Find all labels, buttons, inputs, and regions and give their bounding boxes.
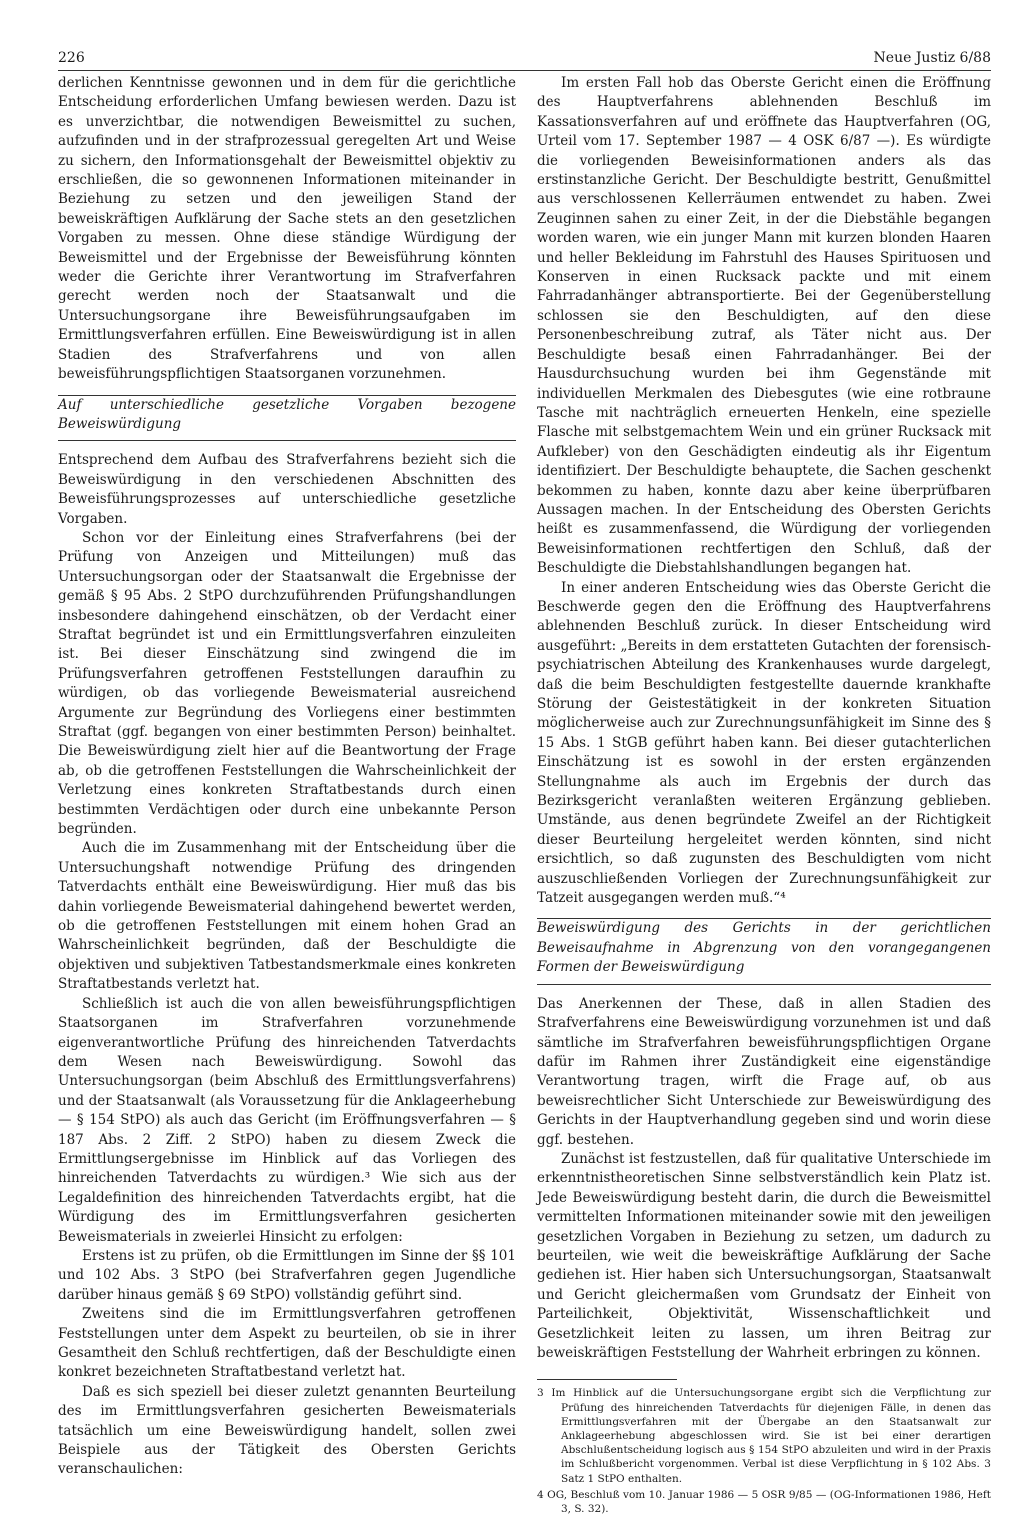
section-divider — [58, 440, 516, 441]
left-column — [58, 74, 516, 1480]
journal-issue: Neue Justiz 6/88 — [873, 50, 991, 66]
paragraph: derlichen Kenntnisse gewonnen und in dem für die gerichtliche Entscheidung erforderlichen Umfang bewiesen werden. Dazu ist es unverzichtbar, die notwendigen Beweismittel zu suchen, aufzufinden und in der strafprozessual geregelten Art und Weise zu sichern, den Informationsgehalt der Beweismittel objektiv zu erschließen, die so gewonnenen Informationen miteinander in Beziehung zu setzen und den jeweiligen Stand der beweiskräftigen Aufklärung der Sache stets an den gesetzlichen Vorgaben zu messen. Ohne diese ständige Würdigung der Beweismittel und der Ergebnisse der Beweisführung könnten weder die Gerichte ihrer Verantwortung im Strafverfahren gerecht werden noch der Staatsanwalt und die Untersuchungsorgane ihre Beweisführungsaufgaben im Ermittlungsverfahren erfüllen. Eine Beweiswürdigung ist in allen Stadien des Strafverfahrens und von allen beweisführungspflichtigen Staatsorganen vorzunehmen. — [58, 75, 516, 383]
paragraph: Im ersten Fall hob das Oberste Gericht einen die Eröffnung des Hauptverfahrens ablehnenden Beschluß im Kassationsverfahren auf und eröffnete das Hauptverfahren (OG, Urteil vom 17. September 1987 — 4 OSK 6/87 —). Es würdigte die vorliegenden Beweisinformationen anders als das erstinstanzliche Gericht. Der Beschuldigte bestritt, Genußmittel aus verschlossenen Kellerräumen entwendet zu haben. Zwei Zeuginnen sahen zu einer Zeit, in der die Diebstähle begangen worden waren, wie ein junger Mann mit kurzen blonden Haaren und heller Bekleidung im Fahrstuhl des Hauses Spirituosen und Konserven in einen Rucksack packte und mit einem Fahrradanhänger abtransportierte. Bei der Gegenüberstellung schlossen sie den Beschuldigten, auf den diese Personenbeschreibung zutraf, als Täter nicht aus. Der Beschuldigte besaß einen Fahrradanhänger. Bei der Hausdurchsuchung wurden bei ihm Gegenstände mit individuellen Merkmalen des Diebesgutes (wie eine rotbraune Tasche mit nachträglich erneuerten Henkeln, eine spezielle Flasche mit selbstgemachtem Wein und ein grüner Rucksack mit Aufkleber) von den Geschädigten eindeutig als ihr Eigentum identifiziert. Der Beschuldigte behauptete, die Sachen geschenkt bekommen zu haben, konnte dazu aber keine überprüfbaren Aussagen machen. In der Entscheidung des Obersten Gerichts heißt es zusammenfassend, die Würdigung der vorliegenden Beweisinformationen rechtfertigen den Schluß, daß der Beschuldigte die Diebstahlshandlungen begangen hat. — [537, 75, 991, 577]
right-column — [537, 74, 991, 1516]
paragraph: Zunächst ist festzustellen, daß für qualitative Unterschiede im erkenntnistheoretischen Sinne selbstverständlich kein Platz ist. Jede Beweiswürdigung besteht darin, die durch die Beweismittel vermittelten Informationen miteinander sowie mit den jeweiligen gesetzlichen Vorgaben in Beziehung zu setzen, um dadurch zu beurteilen, wie weit die beweiskräftige Aufklärung der Sache gediehen ist. Hier haben sich Untersuchungsorgan, Staatsanwalt und Gericht gleichermaßen vom Grundsatz der Einheit von Parteilichkeit, Objektivität, Wissenschaftlichkeit und Gesetzlichkeit leiten zu lassen, um ihren Beitrag zur beweiskräftigen Feststellung der Wahrheit erbringen zu können. — [537, 1150, 991, 1361]
section-heading: Beweiswürdigung des Gerichts in der gerichtlichen Beweisaufnahme in Abgrenzung von den vorangegangenen Formen der Beweiswürdigung — [537, 920, 991, 976]
paragraph: Schon vor der Einleitung eines Strafverfahrens (bei der Prüfung von Anzeigen und Mitteilungen) muß das Untersuchungsorgan oder der Staatsanwalt die Ergebnisse der gemäß § 95 Abs. 2 StPO durchzuführenden Prüfungshandlungen insbesondere dahingehend einschätzen, ob der Verdacht einer Straftat begründet ist und ein Ermittlungsverfahren einzuleiten ist. Bei dieser Einschätzung sind zwingend die im Prüfungsverfahren getroffenen Feststellungen daraufhin zu würdigen, ob das vorliegende Beweismaterial ausreichend Argumente zur Begründung des Vorliegens einer bestimmten Straftat (ggf. begangen von einer bestimmten Person) beinhaltet. Die Beweiswürdigung zielt hier auf die Beantwortung der Frage ab, ob die getroffenen Feststellungen die Wahrscheinlichkeit der Verletzung eines konkreten Straftatbestands durch einen bestimmten Verdächtigen oder durch eine unbekannte Person begründen. — [58, 529, 516, 838]
paragraph: Entsprechend dem Aufbau des Strafverfahrens bezieht sich die Beweiswürdigung in den verschiedenen Abschnitten des Beweisführungsprozesses auf unterschiedliche gesetzliche Vorgaben. — [58, 452, 516, 527]
page-number: 226 — [58, 50, 85, 66]
section-heading: Auf unterschiedliche gesetzliche Vorgaben bezogene Beweiswürdigung — [58, 396, 516, 432]
section-divider — [537, 984, 991, 985]
page-header — [58, 50, 991, 72]
paragraph: Zweitens sind die im Ermittlungsverfahren getroffenen Feststellungen unter dem Aspekt zu beurteilen, ob sie in ihrer Gesamtheit den Schluß rechtfertigen, daß der Beschuldigte einen konkret bezeichneten Straftatbestand verletzt hat. — [58, 1306, 516, 1381]
footnote-3: 3 Im Hinblick auf die Untersuchungsorgane ergibt sich die Verpflichtung zur Prüfung des hinreichenden Tatverdachts für diejenigen Fälle, in denen das Ermittlungsverfahren mit der Übergabe an den Staatsanwalt zur Anklageerhebung abgeschlossen wird. Sie ist bei einer derartigen Abschlußentscheidung logisch aus § 154 StPO abzuleiten und wird in der Praxis im Schlußbericht vorgenommen. Verbal ist diese Verpflichtung in § 102 Abs. 3 Satz 1 StPO enthalten. — [537, 1387, 991, 1485]
paragraph: In einer anderen Entscheidung wies das Oberste Gericht die Beschwerde gegen den die Eröffnung des Hauptverfahrens ablehnenden Beschluß zurück. In dieser Entscheidung wird ausgeführt: „Bereits in dem erstatteten Gutachten der forensisch-psychiatrischen Abteilung des Krankenhauses wurde dargelegt, daß die beim Beschuldigten festgestellte dauernde krankhafte Störung der Geistestätigkeit in der konkreten Situation möglicherweise auch zur Zurechnungsunfähigkeit im Sinne des § 15 Abs. 1 StGB geführt haben kann. Bei dieser gutachterlichen Einschätzung ist es sowohl in der ersten ergänzenden Stellungnahme als auch im Ergebnis der durch das Bezirksgericht veranlaßten weiteren Ergänzung geblieben. Umstände, aus denen begründete Zweifel an der Richtigkeit dieser Beurteilung hergeleitet werden könnten, sind nicht ersichtlich, so daß zugunsten des Beschuldigten vom nicht auszuschließenden Vorliegen der Zurechnungsunfähigkeit zur Tatzeit ausgegangen werden muß.“⁴ — [537, 579, 991, 907]
paragraph: Schließlich ist auch die von allen beweisführungspflichtigen Staatsorganen im Strafverfahren vorzunehmende eigenverantwortliche Prüfung des hinreichenden Tatverdachts dem Wesen nach Beweiswürdigung. Sowohl das Untersuchungsorgan (beim Abschluß des Ermittlungsverfahrens) und der Staatsanwalt (als Voraussetzung für die Anklageerhebung — § 154 StPO) als auch das Gericht (im Eröffnungsverfahren — § 187 Abs. 2 Ziff. 2 StPO) haben zu diesem Zweck die Ermittlungsergebnisse im Hinblick auf das Vorliegen des hinreichenden Tatverdachts zu würdigen.³ Wie sich aus der Legaldefinition des hinreichenden Tatverdachts ergibt, hat die Würdigung des im Ermittlungsverfahren gesicherten Beweismaterials in zweierlei Hinsicht zu erfolgen: — [58, 995, 516, 1245]
paragraph: Erstens ist zu prüfen, ob die Ermittlungen im Sinne der §§ 101 und 102 Abs. 3 StPO (bei Strafverfahren gegen Jugendliche darüber hinaus gemäß § 69 StPO) vollständig geführt sind. — [58, 1247, 516, 1303]
paragraph: Daß es sich speziell bei dieser zuletzt genannten Beurteilung des im Ermittlungsverfahren gesicherten Beweismaterials tatsächlich um eine Beweiswürdigung handelt, sollen zwei Beispiele aus der Tätigkeit des Obersten Gerichts veranschaulichen: — [58, 1383, 516, 1478]
paragraph: Auch die im Zusammenhang mit der Entscheidung über die Untersuchungshaft notwendige Prüfung des dringenden Tatverdachts enthält eine Beweiswürdigung. Hier muß das bis dahin vorliegende Beweismaterial dahingehend bewertet werden, ob die getroffenen Feststellungen mit einem hohen Grad an Wahrscheinlichkeit begründen, daß der Beschuldigte die objektiven und subjektiven Tatbestandsmerkmale eines konkreten Straftatbestands verletzt hat. — [58, 840, 516, 993]
header-divider — [58, 70, 991, 71]
footnote-divider — [537, 1379, 677, 1380]
footnote-4: 4 OG, Beschluß vom 10. Januar 1986 — 5 OSR 9/85 — (OG-Informationen 1986, Heft 3, S. 32). — [537, 1488, 991, 1516]
paragraph: Das Anerkennen der These, daß in allen Stadien des Strafverfahrens eine Beweiswürdigung vorzunehmen ist und daß sämtliche im Strafverfahren beweisführungspflichtigen Organe dafür im Rahmen ihrer Zuständigkeit eine eigenständige Verantwortung tragen, wirft die Frage auf, ob aus beweisrechtlicher Sicht Unterschiede zur Beweiswürdigung des Gerichts in der Hauptverhandlung gegeben sind und worin diese ggf. bestehen. — [537, 995, 991, 1148]
